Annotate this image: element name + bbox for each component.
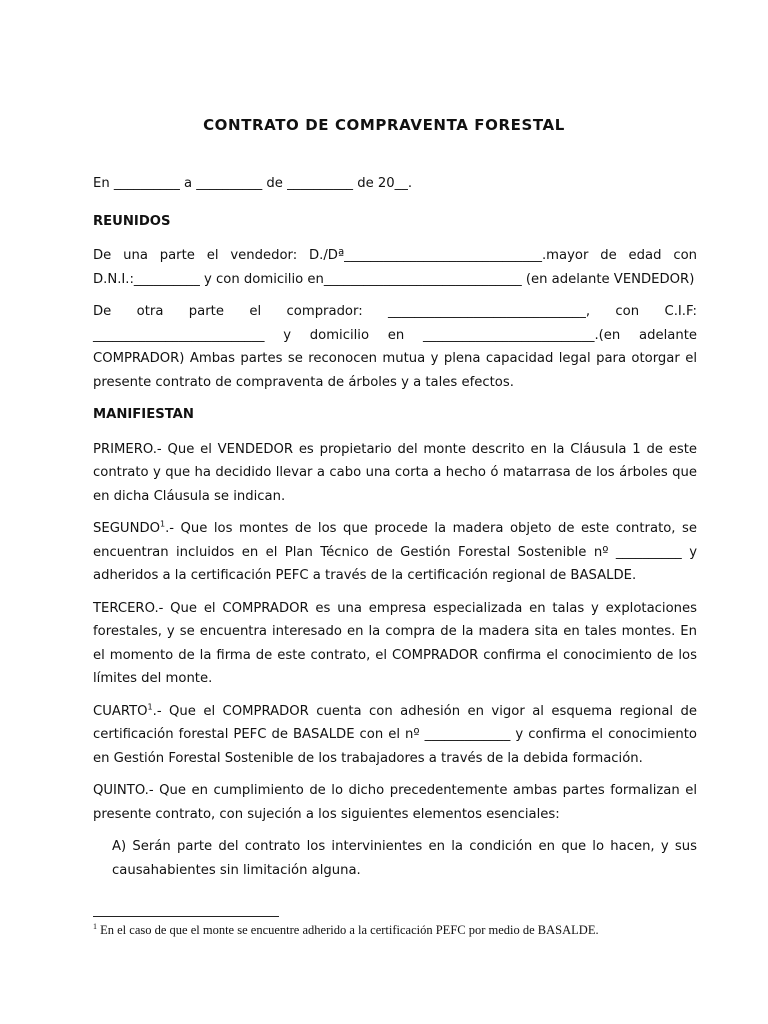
footnote-marker: 1 — [147, 702, 153, 712]
comprador-paragraph: De otra parte el comprador: ______________________________, con C.I.F: __________________________ y domicilio en __________________________.(en adelante COMPRADOR) Ambas partes se reconocen mutua y plena capacidad legal para otorgar el presente contrato de compraventa de árboles y a tales efectos. — [93, 304, 697, 390]
footnote-number: 1 — [93, 921, 97, 931]
footnote — [93, 922, 713, 938]
document-body — [93, 172, 697, 891]
cuarto-paragraph — [93, 700, 697, 771]
segundo-text: .- Que los montes de los que procede la madera objeto de este contrato, se encuentran incluidos en el Plan Técnico de Gestión Forestal Sostenible nº __________ y adheridos a la certificación PEFC a través de la certificación regional de BASALDE. — [93, 521, 697, 583]
segundo-paragraph — [93, 517, 697, 588]
section-heading-reunidos: REUNIDOS — [93, 213, 171, 229]
vendedor-paragraph: De una parte el vendedor: D./Dª______________________________.mayor de edad con D.N.I.:__________ y con domicilio en______________________________ (en adelante VENDEDOR) — [93, 248, 697, 287]
quinto-paragraph: QUINTO.- Que en cumplimiento de lo dicho precedentemente ambas partes formalizan el presente contrato, con sujeción a los siguientes elementos esenciales: — [93, 783, 697, 822]
cuarto-label: CUARTO — [93, 703, 148, 719]
tercero-paragraph: TERCERO.- Que el COMPRADOR es una empresa especializada en talas y explotaciones forestales, y se encuentra interesado en la compra de la madera sita en tales montes. En el momento de la firma de este contrato, el COMPRADOR confirma el conocimiento de los límites del monte. — [93, 600, 697, 686]
footnote-marker: 1 — [159, 519, 166, 529]
footnote-divider — [93, 916, 279, 917]
document-title: CONTRATO DE COMPRAVENTA FORESTAL — [203, 116, 565, 134]
segundo-label: SEGUNDO — [93, 521, 160, 536]
list-item-a: A) Serán parte del contrato los intervinientes en la condición en que lo hacen, y sus causahabientes sin limitación alguna. — [112, 839, 697, 878]
footnote-text: En el caso de que el monte se encuentre adherido a la certificación PEFC por medio de BASALDE. — [97, 923, 599, 937]
primero-paragraph: PRIMERO.- Que el VENDEDOR es propietario del monte descrito en la Cláusula 1 de este contrato y que ha decidido llevar a cabo una corta a hecho ó matarrasa de los árboles que en dicha Cláusula se indican. — [93, 441, 697, 504]
cuarto-text: .- Que el COMPRADOR cuenta con adhesión en vigor al esquema regional de certificación forestal PEFC de BASALDE con el nº _____________ y confirma el conocimiento en Gestión Forestal Sostenible de los trabajadores a través de la debida formación. — [93, 703, 697, 766]
section-heading-manifiestan: MANIFIESTAN — [93, 407, 194, 422]
dateline: En __________ a __________ de __________ de 20__. — [93, 176, 413, 191]
